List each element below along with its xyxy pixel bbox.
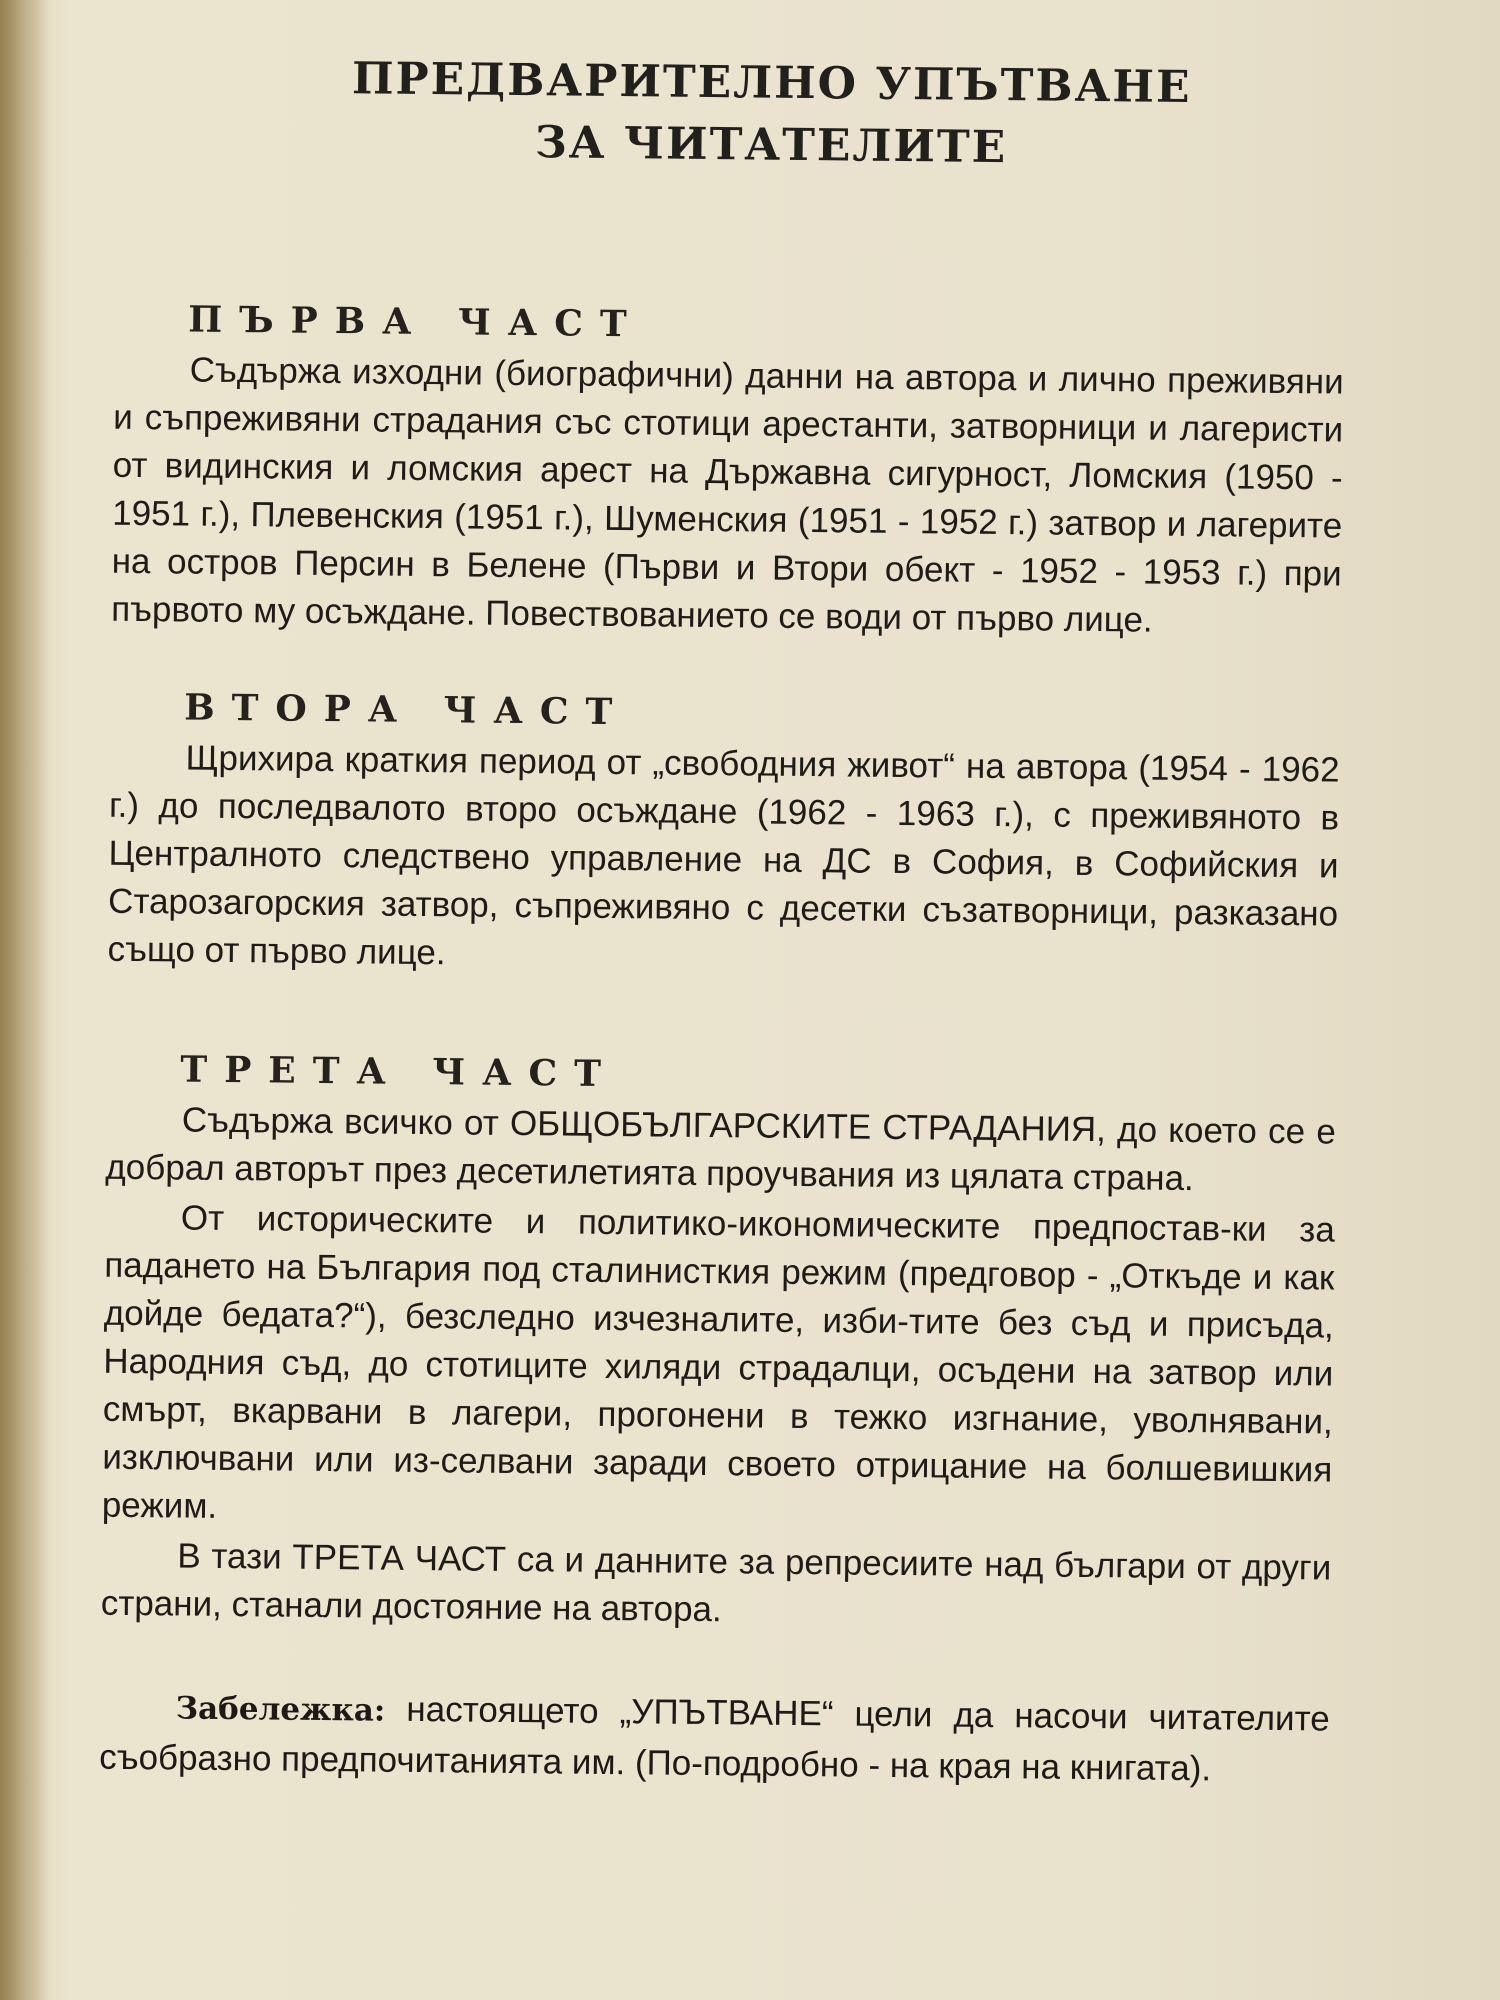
part-3-paragraph-3: В тази ТРЕТА ЧАСТ са и данните за репресиите над българи от други страни, станали достояние на автора. bbox=[100, 1536, 1332, 1630]
part-3-paragraph-2: От историческите и политико-икономическите предпостав-ки за падането на България под сталинисткия режим (предговор - „Откъде и как дойде бедата?“), безследно изчезналите, изби-тите без съд и присъда, Народния съд, до стотиците хиляди страдалци, осъдени на затвор или смърт, вкарвани в лагери, прогонени в тежко изгнание, уволнявани, изключвани или из-селвани заради своето отрицание на болшевишкия режим. bbox=[101, 1198, 1335, 1526]
book-binding-shadow bbox=[0, 0, 50, 2000]
note-label: Забележка: bbox=[175, 1690, 386, 1729]
note-text: настоящето „УПЪТВАНЕ“ цели да насочи читателите съобразно предпочитанията им. (По-подробно - на края на книгата). bbox=[98, 1689, 1330, 1789]
book-page bbox=[97, 14, 1347, 1987]
part-2-heading: ВТОРА ЧАСТ bbox=[183, 686, 630, 734]
part-2-paragraph: Щрихира краткия период от „свободния живот“ на автора (1954 - 1962 г.) до последвалото второ осъждане (1962 - 1963 г.), с преживяното в Централното следствено управление на ДС в София, в Софийския и Старозагорския затвор, съпреживяно с десетки съзатворници, разказано също от първо лице. bbox=[107, 738, 1340, 973]
note-paragraph bbox=[99, 1682, 1330, 1796]
part-3-paragraph-1: Съдържа всичко от ОБЩОБЪЛГАРСКИТЕ СТРАДАНИЯ, до което се е добрал авторът през десетилетията проучвания из цялата страна. bbox=[105, 1100, 1337, 1199]
part-1-paragraph: Съдържа изходни (биографични) данни на автора и лично преживяни и съпреживяни страдания със стотици арестанти, затворници и лагеристи от видинския и ломския арест на Държавна сигурност, Ломския (1950 - 1951 г.), Плевенския (1951 г.), Шуменския (1951 - 1952 г.) затвор и лагерите на остров Персин в Белене (Първи и Втори обект - 1952 - 1953 г.) при първото му осъждане. Повествованието се води от първо лице. bbox=[111, 350, 1344, 640]
page-title bbox=[116, 46, 1347, 183]
part-1-heading: ПЪРВА ЧАСТ bbox=[188, 298, 644, 346]
page-title-line-2: ЗА ЧИТАТЕЛИТЕ bbox=[534, 117, 1008, 174]
page-title-line-1: ПРЕДВАРИТЕЛНО УПЪТВАНЕ bbox=[351, 53, 1192, 114]
part-3-heading: ТРЕТА ЧАСТ bbox=[180, 1048, 619, 1096]
